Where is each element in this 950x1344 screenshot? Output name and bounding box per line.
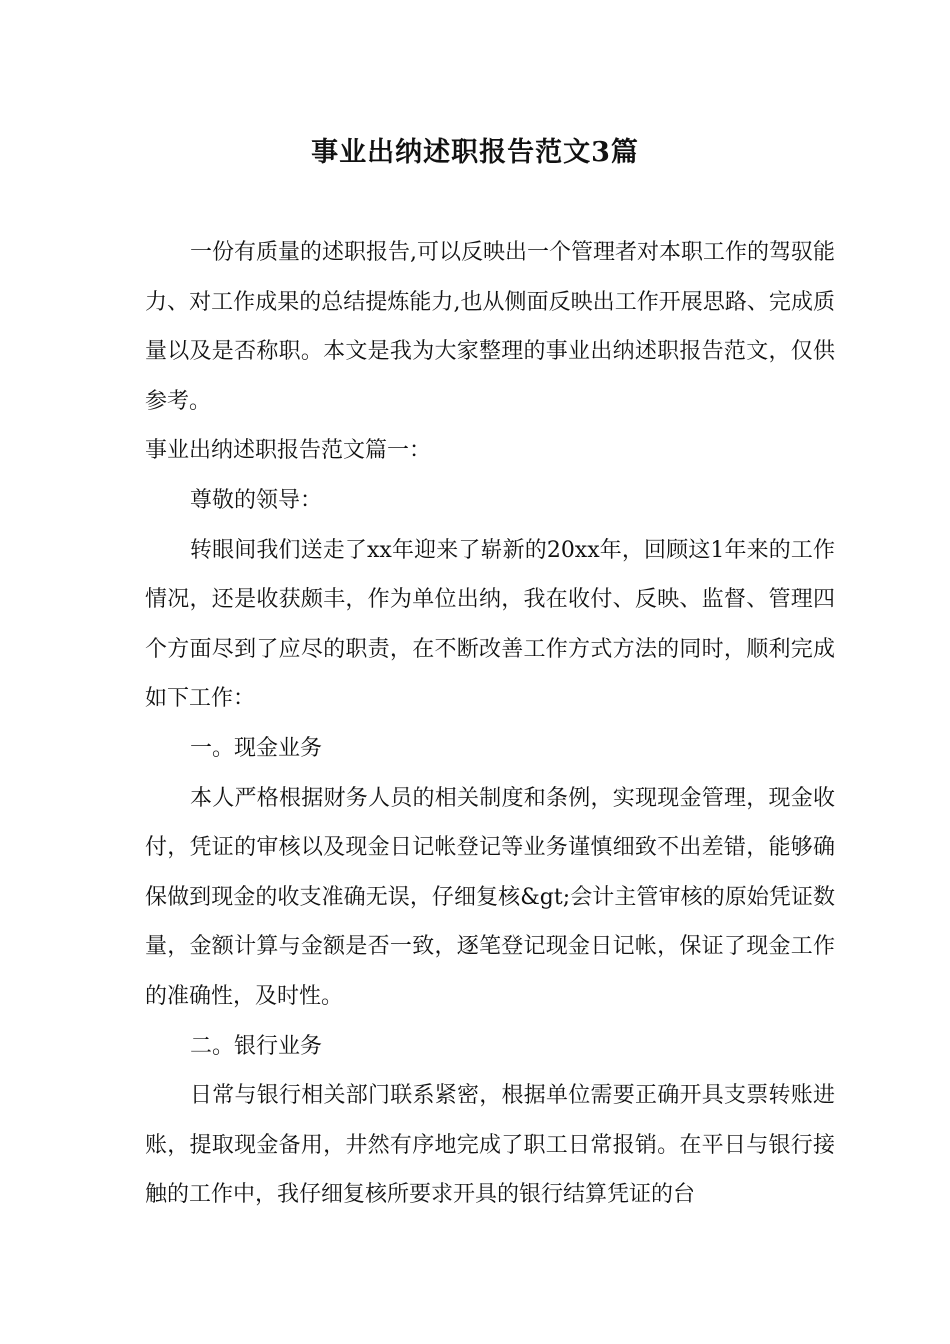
body-paragraph: 转眼间我们送走了xx年迎来了崭新的20xx年，回顾这1年来的工作情况，还是收获颇丰，作为单位出纳，我在收付、反映、监督、管理四个方面尽到了应尽的职责，在不断改善工作方式方法的同时，顺利完成如下工作：	[145, 537, 835, 712]
subheading-cash-business: 一。现金业务	[190, 735, 323, 761]
document-body	[145, 228, 835, 1220]
body-paragraph: 本人严格根据财务人员的相关制度和条例，实现现金管理，现金收付，凭证的审核以及现金日记帐登记等业务谨慎细致不出差错，能够确保做到现金的收支准确无误，仔细复核&gt;会计主管审核的原始凭证数量，金额计算与金额是否一致，逐笔登记现金日记帐，保证了现金工作的准确性，及时性。	[145, 785, 835, 1009]
subheading-bank-business: 二。银行业务	[190, 1033, 323, 1059]
body-paragraph: 日常与银行相关部门联系紧密，根据单位需要正确开具支票转账进账，提取现金备用，井然有序地完成了职工日常报销。在平日与银行接触的工作中，我仔细复核所要求开具的银行结算凭证的台	[145, 1083, 835, 1208]
intro-paragraph: 一份有质量的述职报告,可以反映出一个管理者对本职工作的驾驭能力、对工作成果的总结提炼能力,也从侧面反映出工作开展思路、完成质量以及是否称职。本文是我为大家整理的事业出纳述职报告范文，仅供参考。	[145, 240, 835, 414]
section-heading-part-one: 事业出纳述职报告范文篇一：	[145, 438, 432, 464]
page-title: 事业出纳述职报告范文3篇	[311, 137, 639, 168]
salutation: 尊敬的领导：	[190, 487, 323, 513]
